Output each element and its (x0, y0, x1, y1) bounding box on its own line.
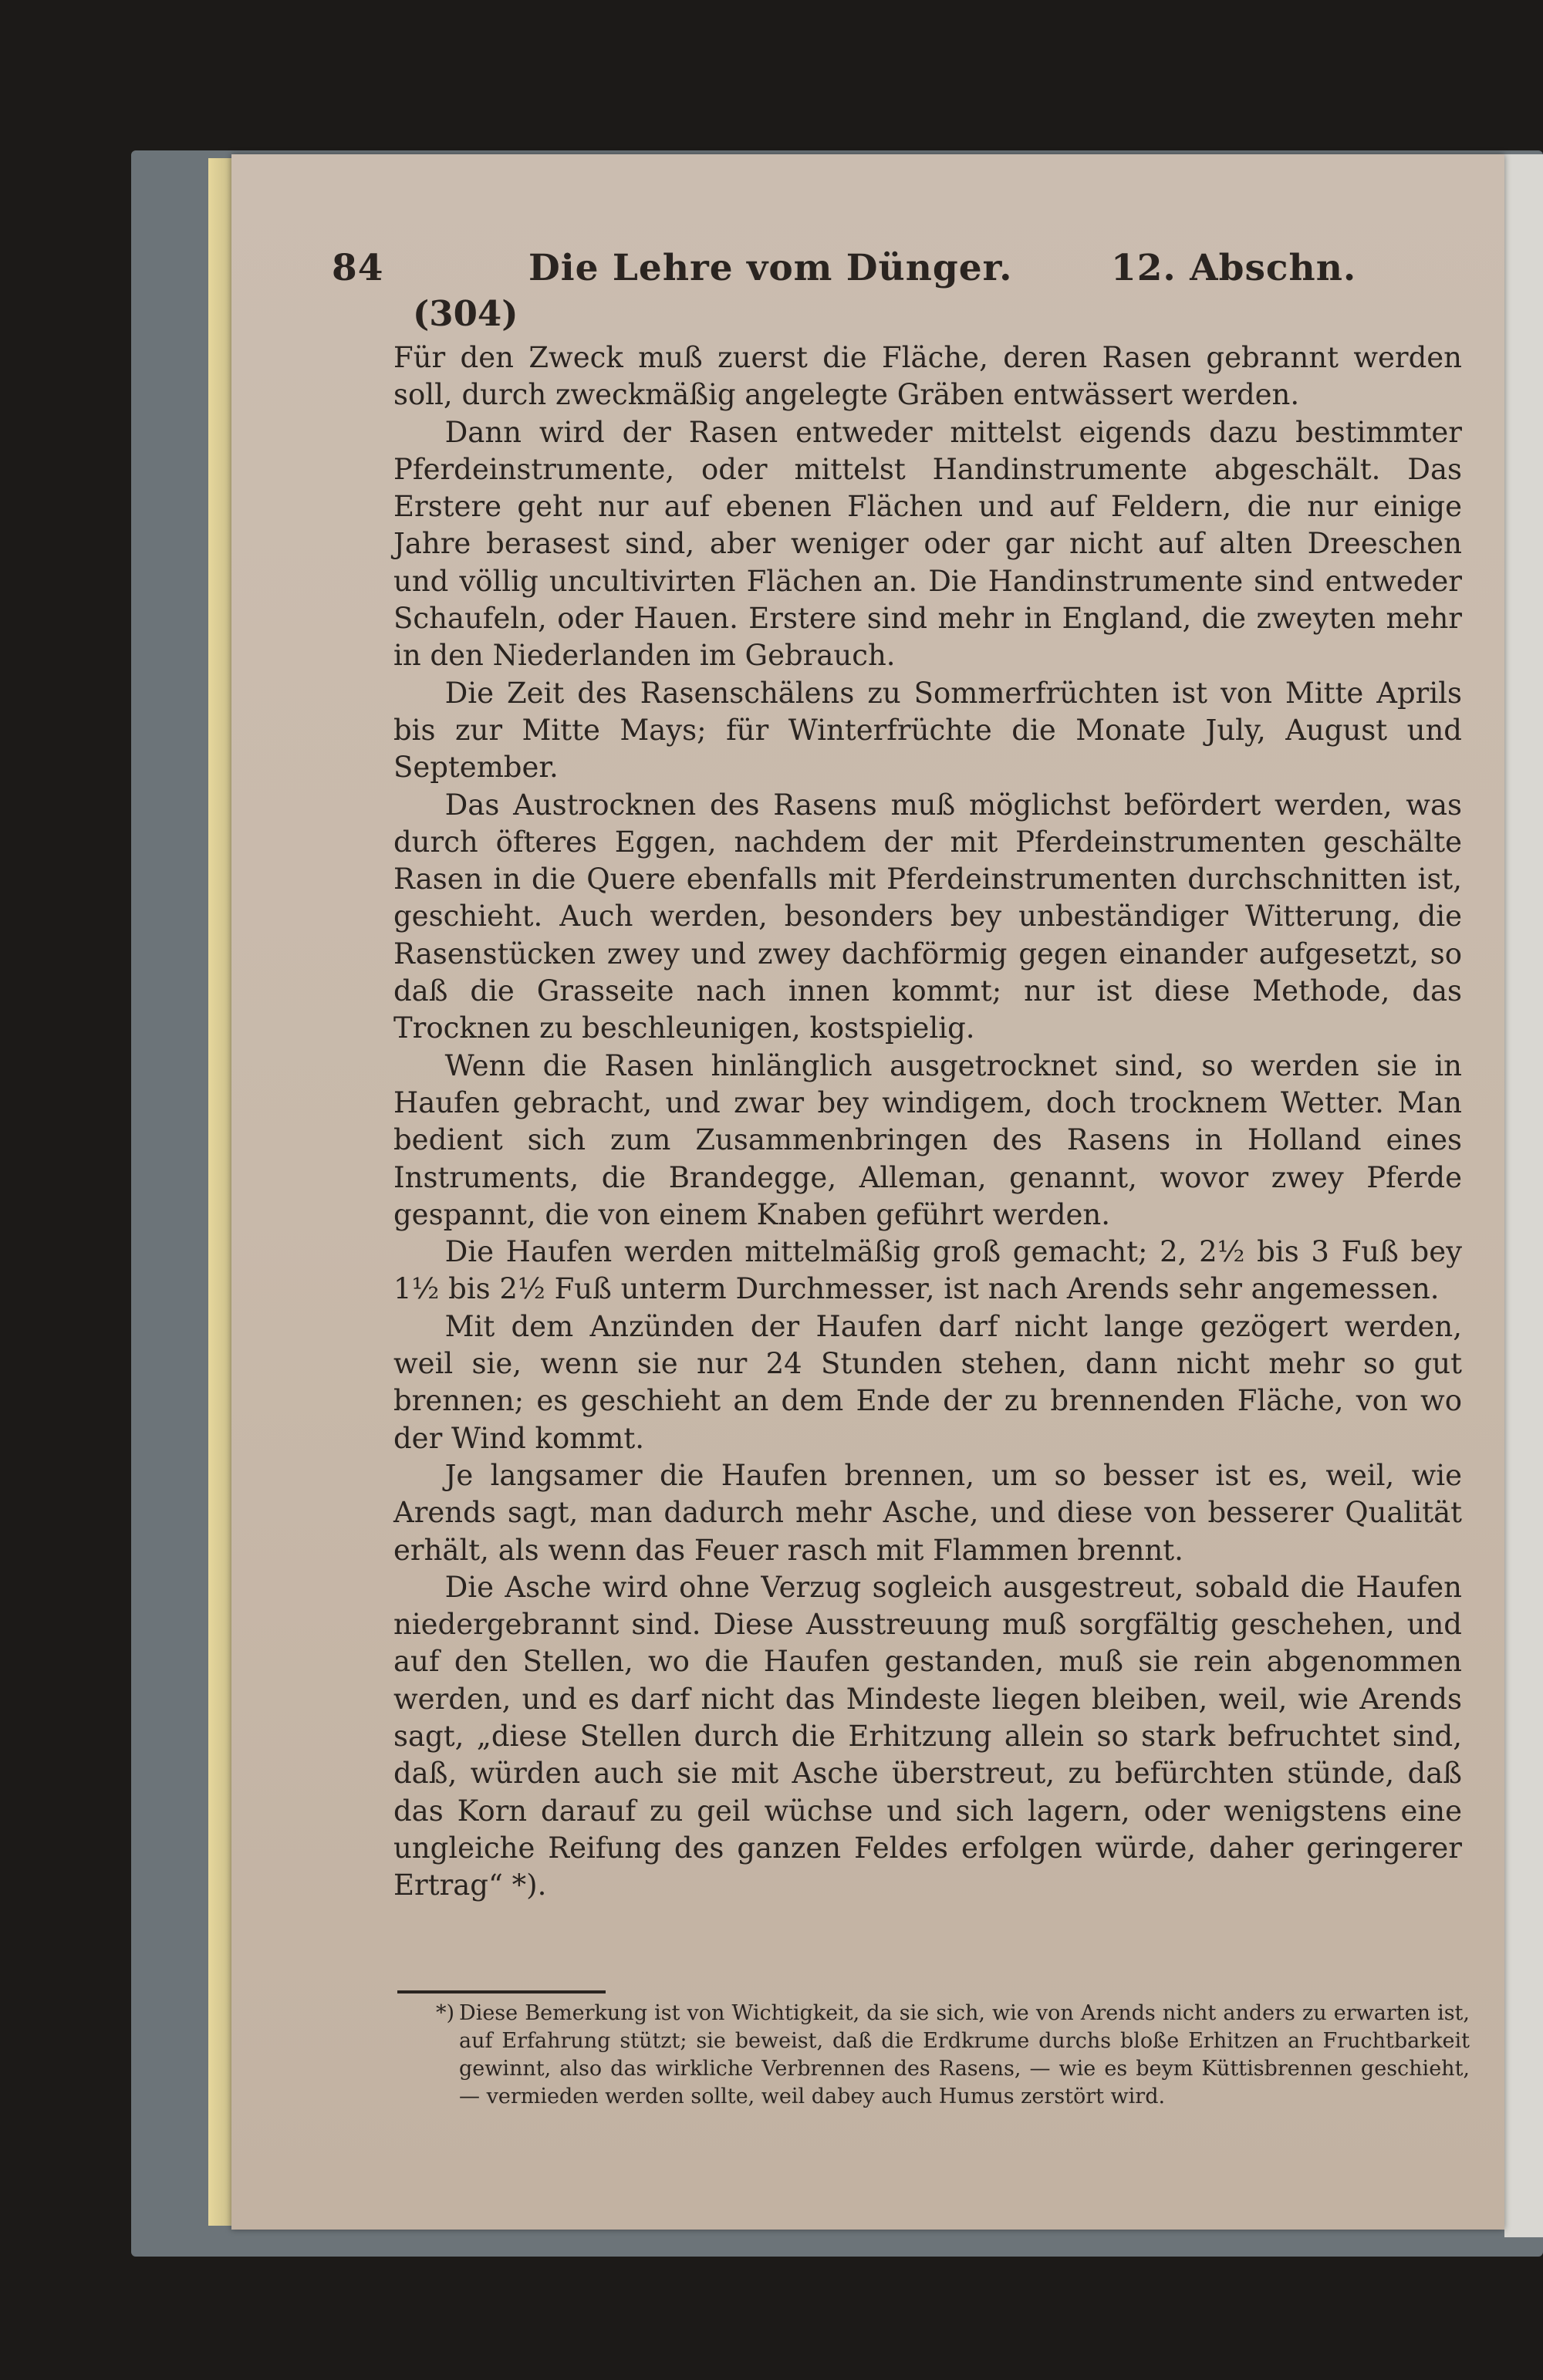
paragraph: Wenn die Rasen hinlänglich ausgetrocknet sind, so werden sie in Haufen gebracht, und zwar bey windigem, doch trocknem Wetter. Man bedient sich zum Zusammenbringen des Rasens in Holland eines Instruments, die Brandegge, Alleman, genannt, wovor zwey Pferde gespannt, die von einem Knaben geführt werden. (393, 1048, 1462, 1231)
paragraph: Für den Zweck muß zuerst die Fläche, deren Rasen gebrannt werden soll, durch zweckmäßig angelegte Gräben entwässert werden. (393, 341, 1462, 412)
footnote-rule (397, 1990, 606, 1993)
section-number: (304) (413, 293, 518, 334)
page-number: 84 (332, 247, 384, 289)
paragraph: Die Asche wird ohne Verzug sogleich ausgestreut, sobald die Haufen niedergebrannt sind. Diese Ausstreuung muß sorgfältig geschehen, und auf den Stellen, wo die Haufen gestanden, muß sie rein abgenommen werden, und es darf nicht das Mindeste liegen bleiben, weil, wie Arends sagt, „diese Stellen durch die Erhitzung allein so stark befruchtet sind, daß, würden auch sie mit Asche überstreut, zu befürchten stünde, daß das Korn darauf zu geil wüchse und sich lagern, oder wenigstens eine ungleiche Reifung des ganzen Feldes erfolgen würde, daher geringerer Ertrag“ *). (393, 1570, 1462, 1902)
chapter-label: 12. Abschn. (1111, 247, 1357, 289)
paragraph: Das Austrocknen des Rasens muß möglichst befördert werden, was durch öfteres Eggen, nachdem der mit Pferdeinstrumenten geschälte Rasen in die Quere ebenfalls mit Pferdeinstrumenten durchschnitten ist, geschieht. Auch werden, besonders bey unbeständiger Witterung, die Rasenstücken zwey und zwey dachförmig gegen einander aufgesetzt, so daß die Grasseite nach innen kommt; nur ist diese Methode, das Trocknen zu beschleunigen, kostspielig. (393, 788, 1462, 1045)
footnote (436, 2000, 1470, 2111)
paragraph: Dann wird der Rasen entweder mittelst eigends dazu bestimmter Pferdeinstrumente, oder mittelst Handinstrumente abgeschält. Das Erstere geht nur auf ebenen Flächen und auf Feldern, die nur einige Jahre berasest sind, aber weniger oder gar nicht auf alten Dreeschen und völlig uncultivirten Flächen an. Die Handinstrumente sind entweder Schaufeln, oder Hauen. Erstere sind mehr in England, die zweyten mehr in den Niederlanden im Gebrauch. (393, 415, 1462, 673)
book-page (231, 154, 1504, 2230)
paragraph: Je langsamer die Haufen brennen, um so besser ist es, weil, wie Arends sagt, man dadurch mehr Asche, und diese von besserer Qualität erhält, als wenn das Feuer rasch mit Flammen brennt. (393, 1458, 1462, 1567)
running-title: Die Lehre vom Dünger. (528, 247, 1013, 289)
paragraph: Die Haufen werden mittelmäßig groß gemacht; 2, 2½ bis 3 Fuß bey 1½ bis 2½ Fuß unterm Durchmesser, ist nach Arends sehr angemessen. (393, 1235, 1462, 1306)
paragraph: Mit dem Anzünden der Haufen darf nicht lange gezögert werden, weil sie, wenn sie nur 24 Stunden stehen, dann nicht mehr so gut brennen; es geschieht an dem Ende der zu brennenden Fläche, von wo der Wind kommt. (393, 1309, 1462, 1455)
footnote-text: Diese Bemerkung ist von Wichtigkeit, da sie sich, wie von Arends nicht anders zu erwarten ist, auf Erfahrung stützt; sie beweist, daß die Erdkrume durchs bloße Erhitzen an Fruchtbarkeit gewinnt, also das wirkliche Verbrennen des Rasens, — wie es beym Küttisbrennen geschieht, — vermieden werden sollte, weil dabey auch Humus zerstört wird. (459, 2001, 1470, 2108)
paragraph: Die Zeit des Rasenschälens zu Sommerfrüchten ist von Mitte Aprils bis zur Mitte Mays; für Winterfrüchte die Monate July, August und September. (393, 676, 1462, 785)
body-text (393, 339, 1462, 1904)
footnote-marker: *) (436, 2001, 455, 2025)
facing-page-edge (1504, 154, 1543, 2237)
